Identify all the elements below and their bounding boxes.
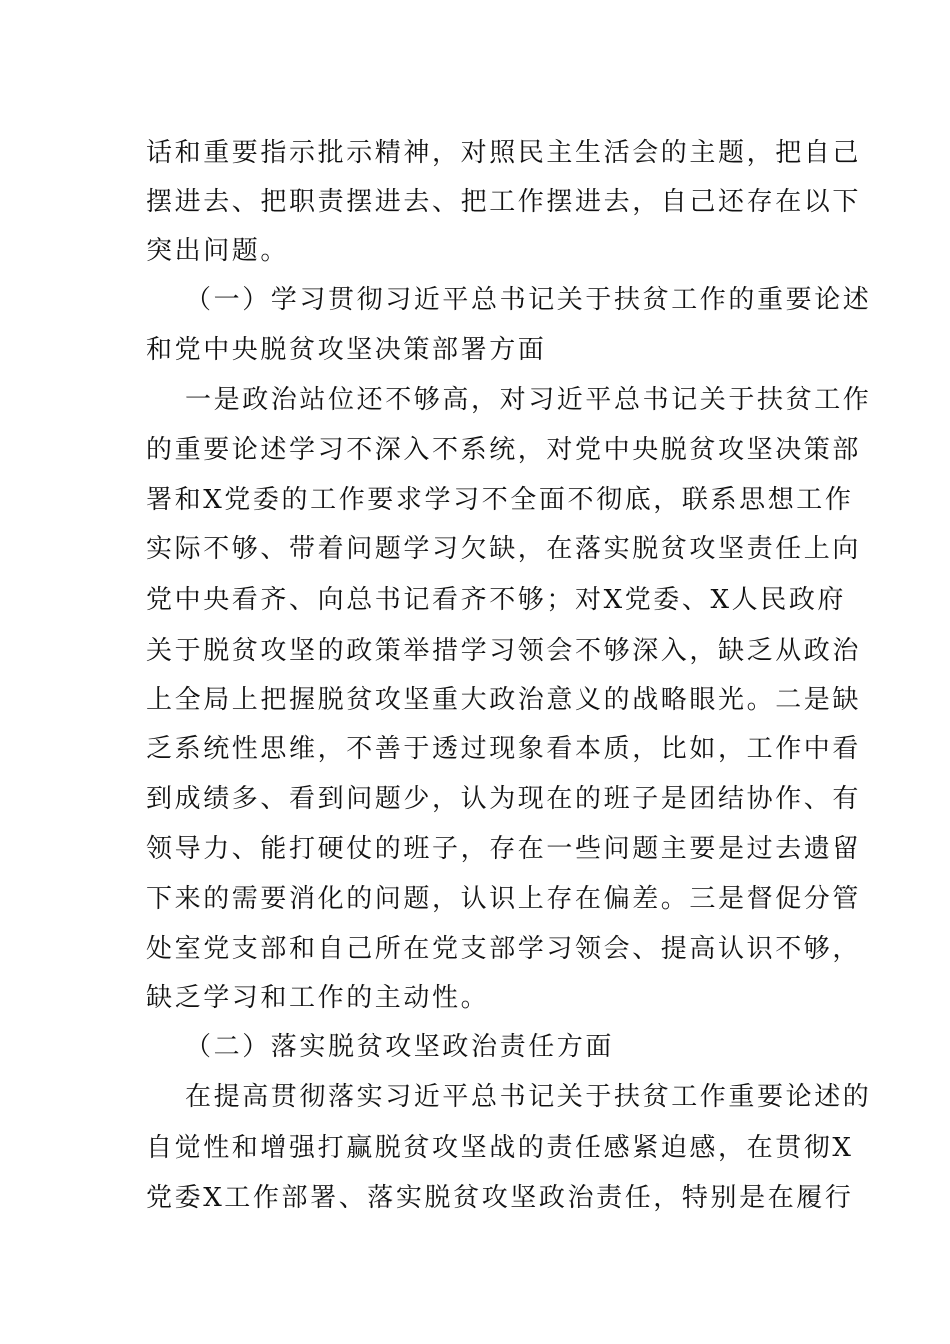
text-line: 突出问题。 — [146, 236, 290, 266]
text-line: 关于脱贫攻坚的政策举措学习领会不够深入，缺乏从政治 — [146, 636, 862, 666]
text-line: 的重要论述学习不深入不系统，对党中央脱贫攻坚决策部 — [146, 435, 862, 465]
text-line: 缺乏学习和工作的主动性。 — [146, 983, 490, 1013]
paragraph-start: 一是政治站位还不够高，对习近平总书记关于扶贫工作 — [185, 385, 872, 415]
text-line: 上全局上把握脱贫攻坚重大政治意义的战略眼光。二是缺 — [146, 685, 862, 715]
text-line: 自觉性和增强打赢脱贫攻坚战的责任感紧迫感，在贯彻X — [146, 1133, 854, 1163]
text-line: 领导力、能打硬仗的班子，存在一些问题主要是过去遗留 — [146, 834, 862, 864]
paragraph-start: 在提高贯彻落实习近平总书记关于扶贫工作重要论述的 — [185, 1082, 872, 1112]
text-line: 摆进去、把职责摆进去、把工作摆进去，自己还存在以下 — [146, 187, 862, 217]
text-line: 下来的需要消化的问题，认识上存在偏差。三是督促分管 — [146, 884, 862, 914]
text-line: 乏系统性思维，不善于透过现象看本质，比如，工作中看 — [146, 734, 862, 764]
section-heading: （二）落实脱贫攻坚政治责任方面 — [185, 1032, 615, 1062]
text-line: 署和X党委的工作要求学习不全面不彻底，联系思想工作 — [146, 485, 854, 515]
section-heading-continued: 和党中央脱贫攻坚决策部署方面 — [146, 335, 547, 365]
text-line: 到成绩多、看到问题少，认为现在的班子是团结协作、有 — [146, 784, 862, 814]
text-line: 话和重要指示批示精神，对照民主生活会的主题，把自己 — [146, 138, 862, 168]
text-line: 处室党支部和自己所在党支部学习领会、提高认识不够， — [146, 934, 862, 964]
section-heading: （一）学习贯彻习近平总书记关于扶贫工作的重要论述 — [185, 285, 872, 315]
text-line: 实际不够、带着问题学习欠缺，在落实脱贫攻坚责任上向 — [146, 534, 862, 564]
text-line: 党中央看齐、向总书记看齐不够；对X党委、X人民政府 — [146, 585, 847, 615]
text-line: 党委X工作部署、落实脱贫攻坚政治责任，特别是在履行 — [146, 1183, 854, 1213]
